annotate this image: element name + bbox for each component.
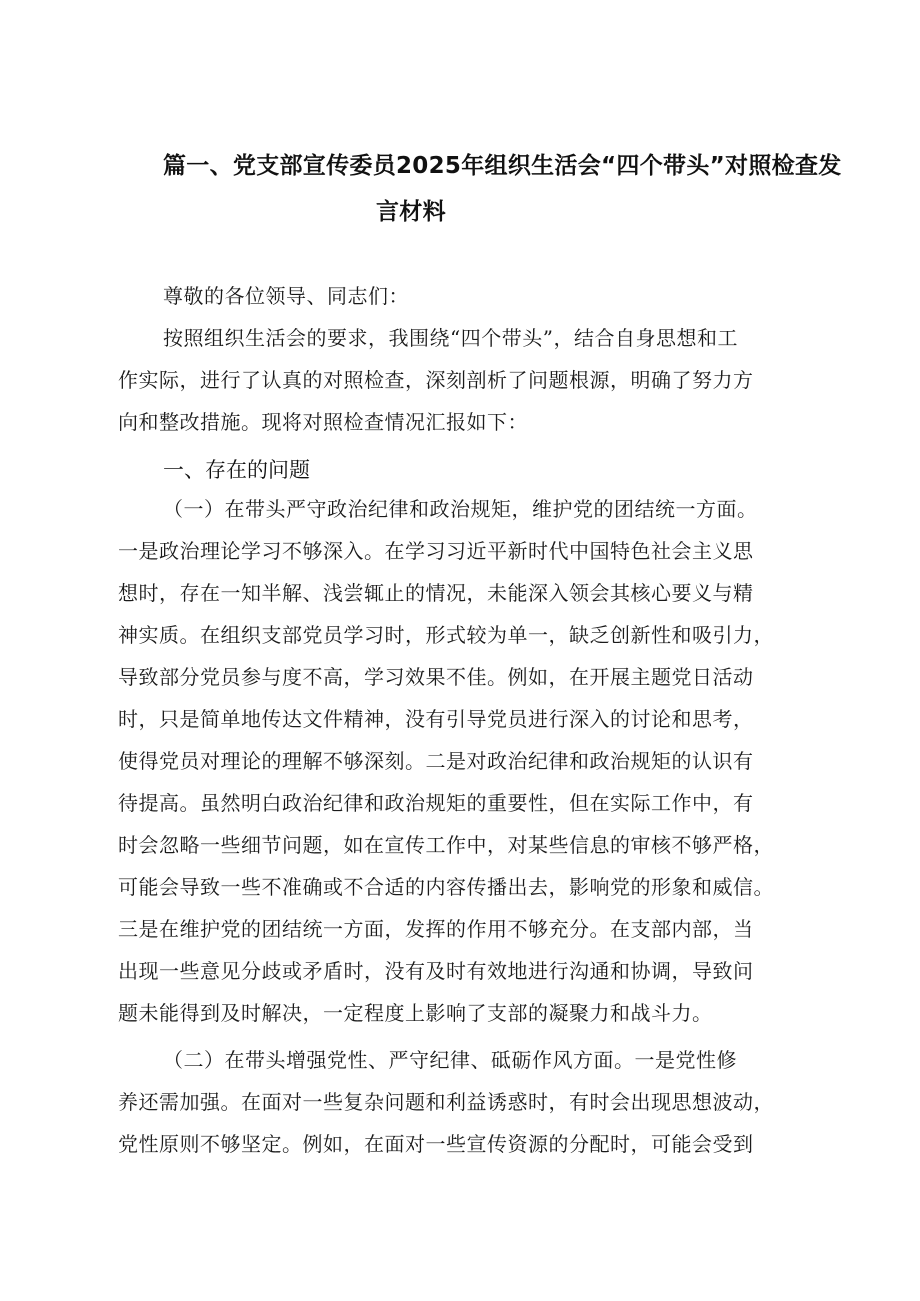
paragraph-line: 一是政治理论学习不够深入。在学习习近平新时代中国特色社会主义思 bbox=[118, 539, 754, 563]
paragraph-line: 出现一些意见分歧或矛盾时，没有及时有效地进行沟通和协调，导致问 bbox=[118, 959, 754, 983]
paragraph-line: 神实质。在组织支部党员学习时，形式较为单一，缺乏创新性和吸引力， bbox=[118, 623, 774, 647]
paragraph-line: 使得党员对理论的理解不够深刻。二是对政治纪律和政治规矩的认识有 bbox=[118, 749, 754, 773]
paragraph-line: 可能会导致一些不准确或不合适的内容传播出去，影响党的形象和威信。 bbox=[118, 875, 774, 899]
document-title-line-1: 篇一、党支部宣传委员2025年组织生活会“四个带头”对照检查发 bbox=[163, 153, 842, 179]
intro-line: 按照组织生活会的要求，我围绕“四个带头”，结合自身思想和工 bbox=[163, 326, 738, 350]
paragraph-line: （二）在带头增强党性、严守纪律、砥砺作风方面。一是党性修 bbox=[163, 1048, 737, 1072]
salutation: 尊敬的各位领导、同志们： bbox=[163, 284, 409, 308]
paragraph-line: 养还需加强。在面对一些复杂问题和利益诱惑时，有时会出现思想波动， bbox=[118, 1090, 774, 1114]
paragraph-line: 时会忽略一些细节问题，如在宣传工作中，对某些信息的审核不够严格， bbox=[118, 833, 774, 857]
paragraph-line: 想时，存在一知半解、浅尝辄止的情况，未能深入领会其核心要义与精 bbox=[118, 581, 754, 605]
paragraph-line: 导致部分党员参与度不高，学习效果不佳。例如，在开展主题党日活动 bbox=[118, 665, 754, 689]
paragraph-line: （一）在带头严守政治纪律和政治规矩，维护党的团结统一方面。 bbox=[163, 497, 758, 521]
document-title-line-2: 言材料 bbox=[376, 199, 446, 225]
paragraph-line: 题未能得到及时解决，一定程度上影响了支部的凝聚力和战斗力。 bbox=[118, 1001, 713, 1025]
intro-line: 作实际，进行了认真的对照检查，深刻剖析了问题根源，明确了努力方 bbox=[118, 368, 754, 392]
section-heading: 一、存在的问题 bbox=[163, 458, 310, 482]
paragraph-line: 时，只是简单地传达文件精神，没有引导党员进行深入的讨论和思考， bbox=[118, 707, 754, 731]
intro-line: 向和整改措施。现将对照检查情况汇报如下： bbox=[118, 410, 528, 434]
paragraph-line: 三是在维护党的团结统一方面，发挥的作用不够充分。在支部内部，当 bbox=[118, 917, 754, 941]
paragraph-line: 党性原则不够坚定。例如，在面对一些宣传资源的分配时，可能会受到 bbox=[118, 1132, 754, 1156]
paragraph-line: 待提高。虽然明白政治纪律和政治规矩的重要性，但在实际工作中，有 bbox=[118, 791, 754, 815]
